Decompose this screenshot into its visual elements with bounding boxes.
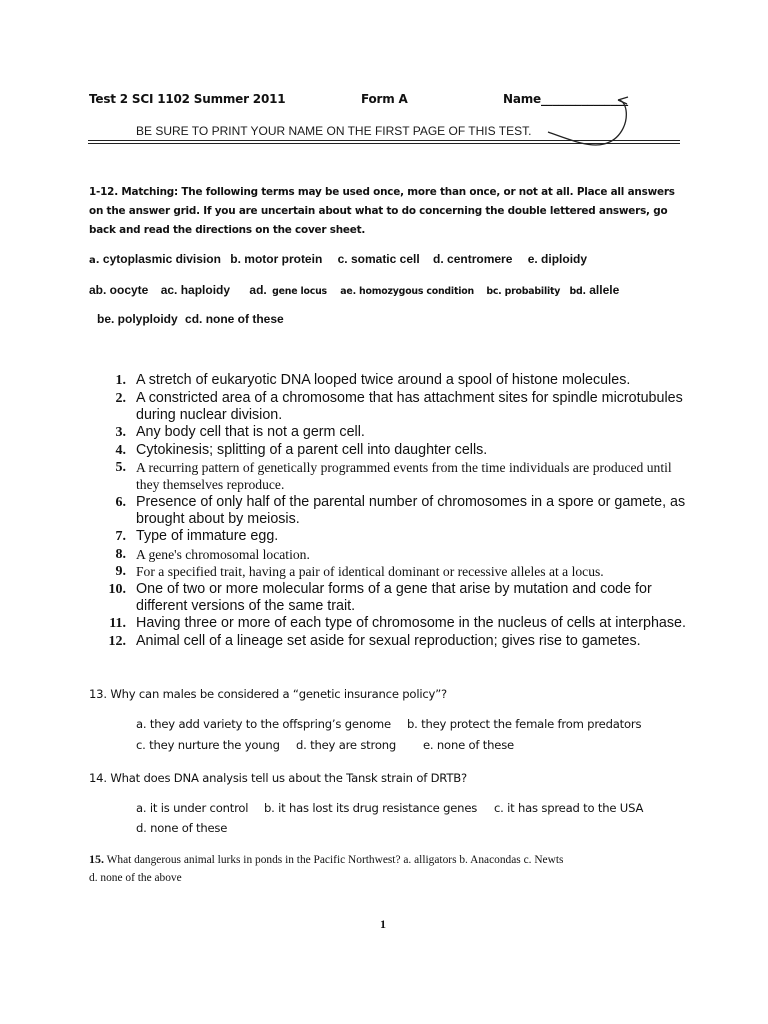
q13-option-d: d. they are strong [296, 738, 397, 752]
q15-number: 15. [89, 852, 104, 866]
options-row-3 [97, 312, 284, 326]
q13-option-b: b. they protect the female from predators [407, 717, 642, 731]
option-bc: bc. probability [486, 286, 561, 297]
q15-text: What dangerous animal lurks in ponds in the Pacific Northwest? a. alligators b. Anacondas c. Newts [106, 854, 564, 866]
option-d: d. centromere [433, 252, 513, 266]
q13-option-c: c. they nurture the young [136, 738, 280, 752]
question-item: 7. Type of immature egg. [115, 528, 279, 544]
question-item: 10. One of two or more molecular forms of a gene that arise by mutation and code for different versions of the same trait. [108, 580, 652, 614]
option-ab: ab. oocyte [89, 283, 149, 297]
option-a: cytoplasmic division [102, 252, 221, 266]
test-title: Test 2 SCI 1102 Summer 2011 [89, 92, 286, 106]
q14-option-d: d. none of these [136, 821, 228, 835]
q14-option-a: a. it is under control [136, 801, 249, 815]
option-a-prefix: a. [89, 255, 100, 266]
option-ac: ac. haploidy [160, 283, 231, 297]
option-cd: cd. none of these [185, 312, 284, 326]
matching-instructions: 1-12. Matching: The following terms may be used once, more than once, or not at all. Place all answers on the answer grid. If you are uncertain about what to do concerning the double lettered answers, go back and read the directions on the cover sheet. [89, 186, 675, 236]
q13-option-a: a. they add variety to the offspring’s genome [136, 717, 391, 731]
options-row-1 [89, 252, 587, 266]
form-label: Form A [361, 92, 408, 106]
option-bd: allele [589, 283, 620, 297]
q14-question: 14. What does DNA analysis tell us about the Tansk strain of DRTB? [89, 771, 467, 785]
q14-option-b: b. it has lost its drug resistance genes [264, 801, 478, 815]
name-field-label: Name_______________ [503, 92, 628, 106]
page-number: 1 [380, 917, 386, 931]
matching-questions-list [106, 372, 686, 650]
question-item: 3. Any body cell that is not a germ cell. [115, 424, 365, 440]
question-item: 4. Cytokinesis; splitting of a parent cell into daughter cells. [115, 441, 488, 458]
q15-line-2: d. none of the above [89, 872, 182, 884]
q13-option-e: e. none of these [423, 738, 514, 752]
option-be: be. polyploidy [97, 312, 178, 326]
question-item: 6. Presence of only half of the parental number of chromosomes in a spore or gamete, as brought about by meiosis. [115, 493, 686, 527]
option-ae: ae. homozygous condition [340, 286, 474, 297]
option-ad: gene locus [272, 286, 327, 297]
question-item: 11. Having three or more of each type of chromosome in the nucleus of cells at interphase. [109, 615, 686, 631]
question-item: 1. A stretch of eukaryotic DNA looped twice around a spool of histone molecules. [115, 372, 631, 388]
question-item: 2. A constricted area of a chromosome that has attachment sites for spindle microtubules during nuclear division. [115, 389, 683, 423]
option-bd-prefix: bd. [569, 286, 586, 297]
question-item: 12. Animal cell of a lineage set aside for sexual reproduction; gives rise to gametes. [108, 632, 641, 649]
option-c: c. somatic cell [337, 252, 420, 266]
handdrawn-arrow-icon [530, 88, 670, 154]
question-item: 8. A gene's chromosomal location. [115, 546, 310, 562]
q13-question: 13. Why can males be considered a “genetic insurance policy”? [89, 687, 447, 701]
q14-option-c: c. it has spread to the USA [494, 801, 644, 815]
header-rule-top [88, 140, 680, 141]
q15-line-1 [89, 852, 563, 867]
print-name-notice: BE SURE TO PRINT YOUR NAME ON THE FIRST PAGE OF THIS TEST. [136, 124, 532, 138]
header-rule-bottom [88, 143, 680, 144]
option-b: b. motor protein [230, 252, 323, 266]
option-ad-prefix: ad. [249, 283, 267, 297]
question-item: 9. For a specified trait, having a pair of identical dominant or recessive alleles at a locus. [115, 564, 604, 579]
option-e: e. diploidy [527, 252, 588, 266]
question-item: 5. A recurring pattern of genetically programmed events from the time individuals are produced until they themselves reproduce. [115, 460, 672, 492]
options-row-2 [89, 283, 619, 297]
